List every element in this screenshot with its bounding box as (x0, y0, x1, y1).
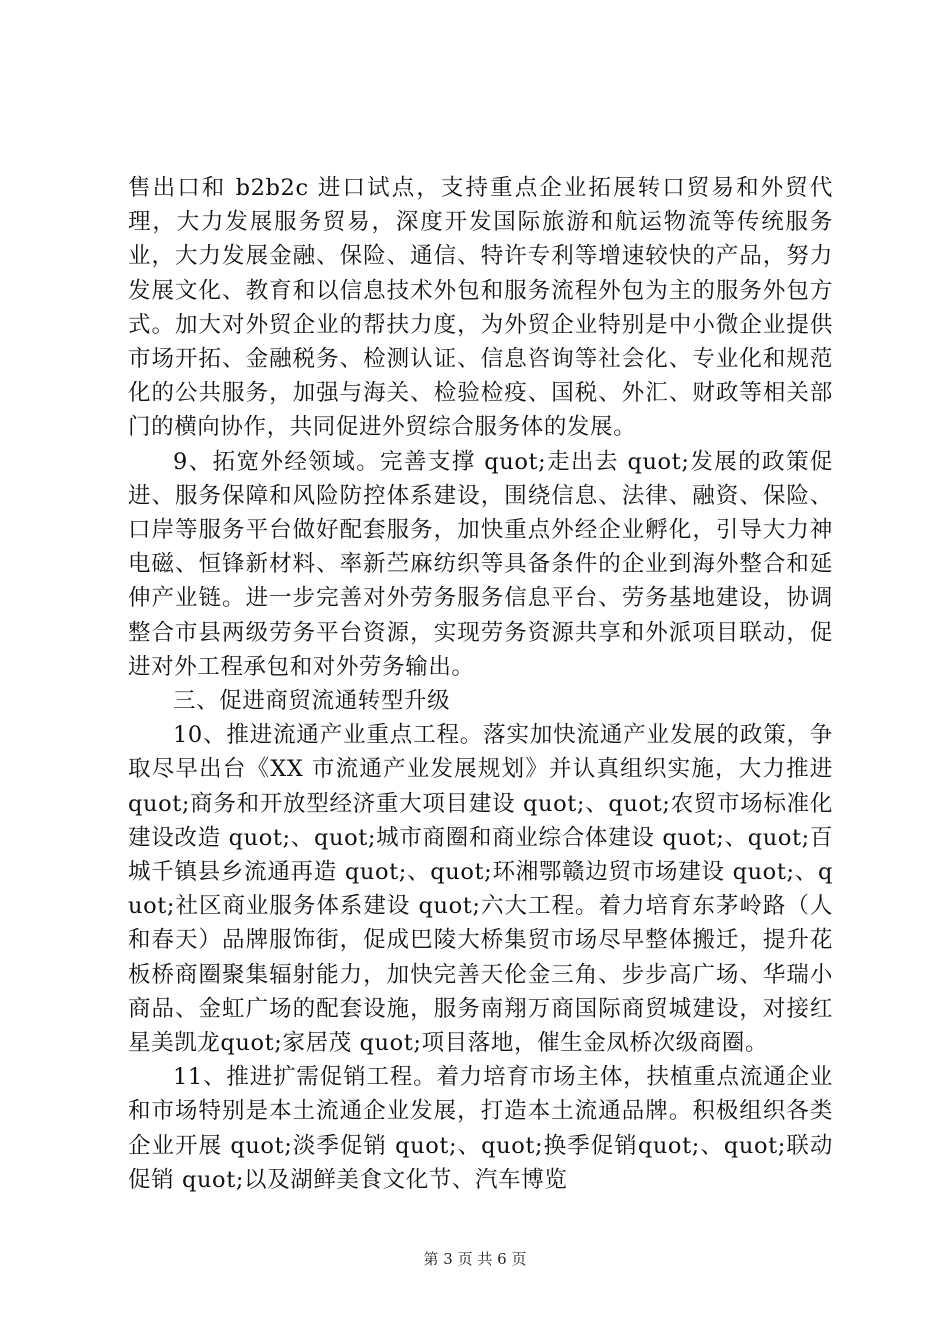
text-line: 大力推进 quot;商务和开放型经济重大项目建设 quot;、quot; (128, 756, 833, 817)
text-line: 实现劳务资源共享和外派项目联动，促进对外工程承包和对外 (128, 619, 834, 680)
text-line: 进外贸综合服务体的发展。 (359, 414, 637, 441)
page-number-footer (0, 1248, 950, 1269)
text-line: 11、推进扩需促销工程。着力培育市场主体，扶植重点流 (173, 1064, 764, 1091)
text-line: 农贸市场标准化建设改造 quot;、quot;城市商圈和商业综合体 (128, 790, 833, 851)
text-line: 代理，大力发展服务贸易，深度开发国际旅游和航运物流等传 (128, 175, 833, 236)
text-line: 10、推进流通产业重点工程。落实加快流通产业发展的政 (173, 722, 764, 749)
body-paragraph (128, 1060, 833, 1197)
text-line: 大工程。着力培育东茅岭路（人和春天）品牌服饰街，促成巴 (128, 893, 833, 954)
text-line: quot;家居茂 quot;项目落地，催生金凤桥次级商圈。 (220, 1030, 769, 1057)
text-line: 信息咨询等社会化、专业化和规范化的公共服务，加强与海关、 (128, 346, 833, 407)
text-line: 售出口和 b2b2c 进口试点，支持重点企业拓展转口贸易和外贸 (128, 175, 810, 201)
text-line: 建设 quot;、quot;百城千镇县乡流通再造 quot;、quot;环湘鄂 (128, 824, 833, 886)
text-line: 件的企业到海外整合和延伸产业链。进一步完善对外劳务服务 (128, 551, 833, 612)
text-line: 劳务输出。 (359, 653, 475, 680)
body-paragraph (128, 718, 833, 1060)
text-line: 信息平台、劳务基地建设，协调整合市县两级劳务平台资源， (128, 585, 833, 646)
text-line: 通企业和市场特别是本土流通企业发展，打造本土流通品牌。 (128, 1064, 833, 1125)
text-line: 加快完善天伦金三角、步步高广场、华瑞小商品、金虹广场的 (128, 961, 833, 1022)
body-paragraph (128, 684, 833, 718)
text-line: 企业特别是中小微企业提供市场开拓、金融税务、检测认证、 (128, 311, 833, 373)
text-line: 包为主的服务外包方式。加大对外贸企业的帮扶力度，为外贸 (128, 277, 833, 338)
text-line: 孵化，引导大力神电磁、恒锋新材料、率新苎麻纺织等具备条 (128, 517, 833, 578)
body-paragraph (128, 445, 833, 684)
text-line: 积极组织各类企业开展 quot;淡季促销 quot;、quot;换季促销 (128, 1098, 833, 1159)
document-body (128, 171, 833, 1197)
text-line: 9、拓宽外经领域。完善支撑 quot;走出去 quot;发展的政 (173, 448, 786, 475)
text-line: 三、促进商贸流通转型升级 (173, 688, 451, 715)
text-line: quot;、quot;联动促销 quot;以及湖鲜美食文化节、汽车博览 (128, 1132, 833, 1193)
text-line: 策促进、服务保障和风险防控体系建设，围绕信息、法律、融 (128, 448, 833, 509)
text-line: 资、保险、口岸等服务平台做好配套服务，加快重点外经企业 (128, 482, 833, 544)
text-line: 赣边贸市场建设 quot;、quot;社区商业服务体系建设 quot;六 (128, 859, 833, 920)
text-line: 策，争取尽早出台《XX 市流通产业发展规划》并认真组织实施， (128, 722, 833, 783)
text-line: 配套设施，服务南翔万商国际商贸城建设，对接红星美凯龙 (128, 995, 833, 1057)
text-line: 检验检疫、国税、外汇、财政等相关部门的横向协作，共同促 (128, 380, 834, 441)
page-number-label: 第 3 页 共 6 页 (423, 1250, 527, 1268)
text-line: 统服务业，大力发展金融、保险、通信、特许专利等增速较快 (128, 209, 833, 270)
text-line: 陵大桥集贸市场尽早整体搬迁，提升花板桥商圈聚集辐射能力， (128, 927, 834, 988)
text-line: 的产品，努力发展文化、教育和以信息技术外包和服务流程外 (128, 243, 833, 304)
body-paragraph (128, 171, 833, 445)
